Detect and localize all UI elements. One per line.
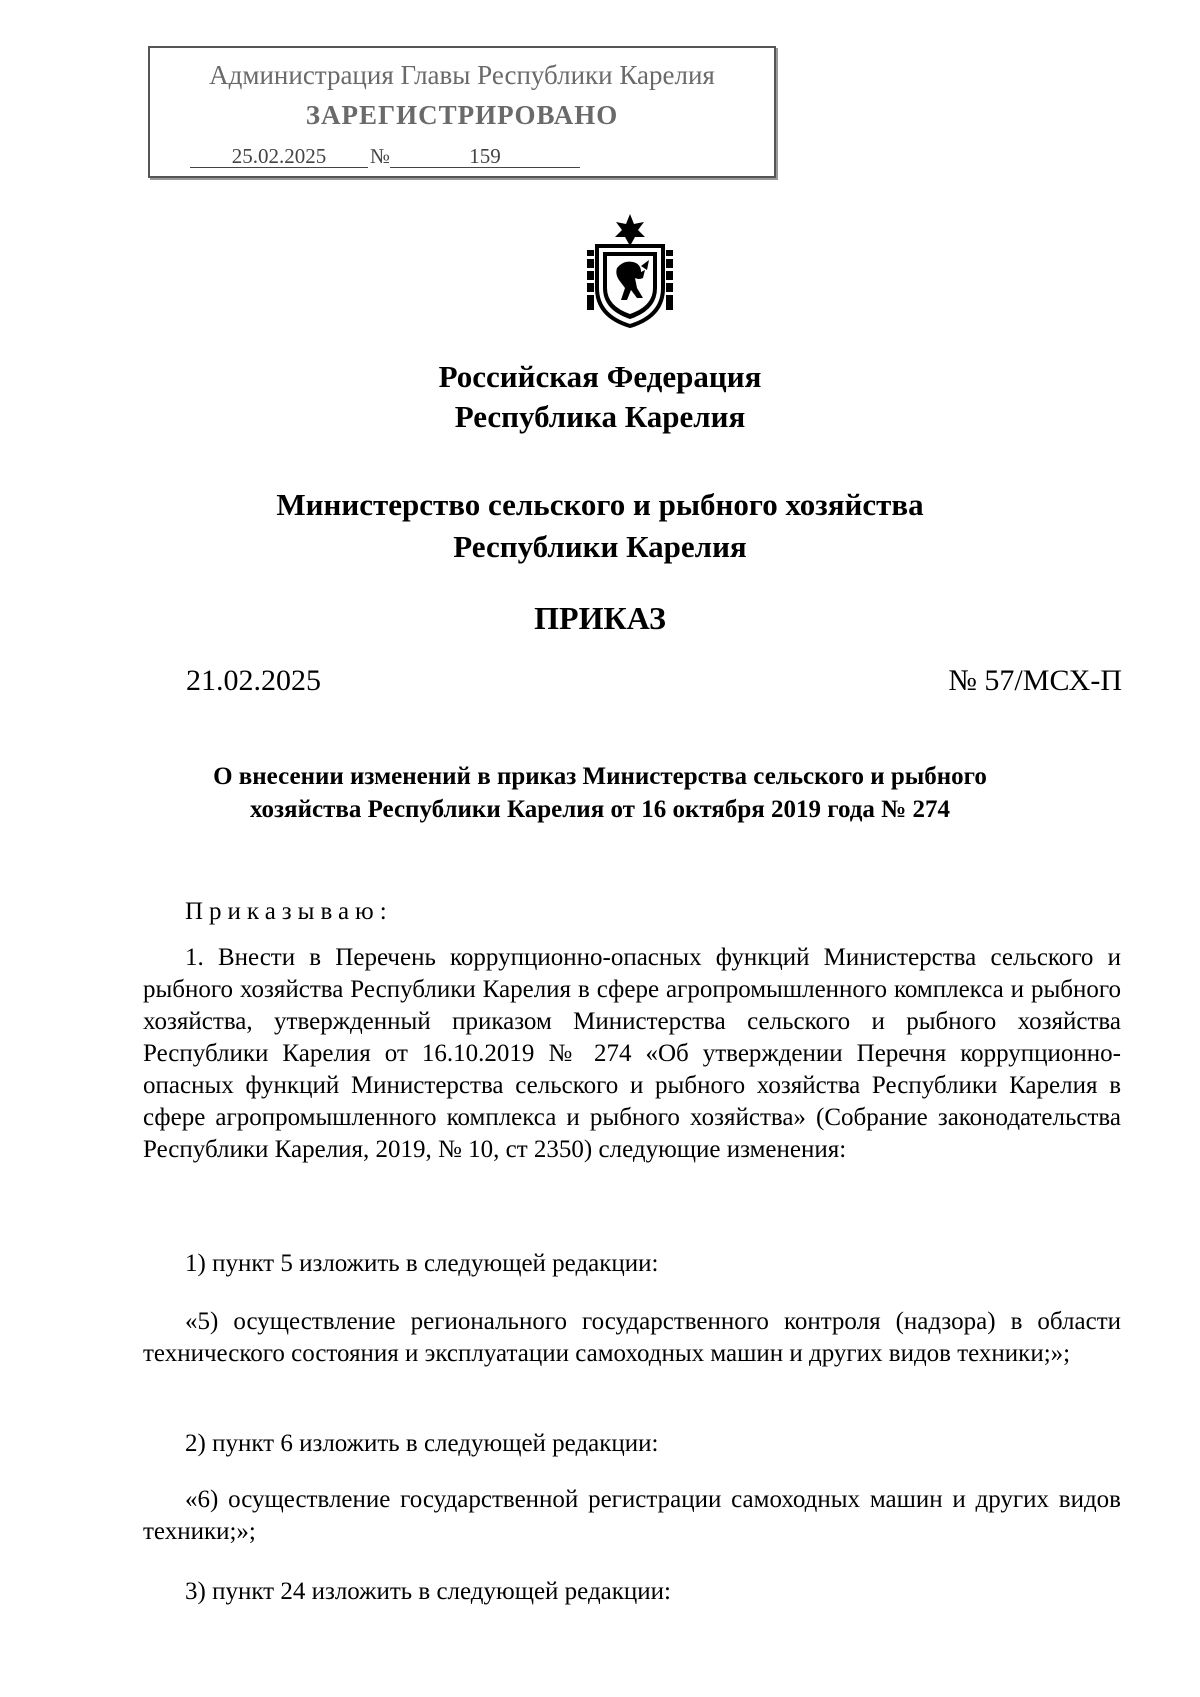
- paragraph-2-text: 1) пункт 5 изложить в следующей редакции:: [185, 1250, 659, 1277]
- order-word-block: [143, 896, 1121, 928]
- paragraph-2: [143, 1248, 1121, 1280]
- coat-of-arms-karelia-icon: [583, 212, 677, 330]
- order-date: 21.02.2025: [186, 664, 321, 697]
- paragraph-1-text: 1. Внести в Перечень коррупционно-опасных функций Министерства сельского и рыбного хозяйства Республики Карелия в сфере агропромышленного комплекса и рыбного хозяйства, утвержденный приказом Министерства сельского и рыбного хозяйства Республики Карелия от 16.10.2019 № 274 «Об утверждении Перечня коррупционно-опасных функций Министерства сельского и рыбного хозяйства Республики Карелия в сфере агропромышленного комплекса и рыбного хозяйства» (Собрание законодательства Республики Карелия, 2019, № 10, ст 2350) следующие изменения:: [143, 944, 1121, 1163]
- paragraph-5-text: «6) осуществление государственной регистрации самоходных машин и других видов техники;»;: [143, 1486, 1121, 1545]
- paragraph-3: [143, 1306, 1121, 1370]
- paragraph-1: [143, 942, 1121, 1166]
- paragraph-4: [143, 1428, 1121, 1460]
- stamp-date: 25.02.2025: [190, 145, 368, 168]
- stamp-number: 159: [390, 145, 580, 168]
- registration-stamp: [148, 46, 776, 178]
- document-type: ПРИКАЗ: [534, 600, 666, 636]
- ministry-title-line2: Республики Карелия: [453, 529, 747, 564]
- paragraph-6: [143, 1576, 1121, 1608]
- subject-line1: О внесении изменений в приказ Министерства сельского и рыбного: [213, 763, 987, 790]
- order-word: Приказываю:: [185, 898, 393, 925]
- republic-title: Республика Карелия: [454, 399, 746, 434]
- stamp-number-sign: №: [370, 144, 391, 168]
- country-title: Российская Федерация: [438, 359, 762, 394]
- stamp-registration-line: [190, 144, 580, 169]
- order-number: № 57/МСХ-П: [948, 664, 1122, 697]
- stamp-status: ЗАРЕГИСТРИРОВАНО: [305, 100, 619, 130]
- paragraph-4-text: 2) пункт 6 изложить в следующей редакции:: [185, 1430, 659, 1457]
- paragraph-3-text: «5) осуществление регионального государственного контроля (надзора) в области технического состояния и эксплуатации самоходных машин и других видов техники;»;: [143, 1308, 1121, 1367]
- subject-line2: хозяйства Республики Карелия от 16 октября 2019 года № 274: [249, 796, 951, 823]
- stamp-authority: Администрация Главы Республики Карелия: [209, 60, 715, 90]
- order-subject: [140, 760, 1060, 826]
- paragraph-6-text: 3) пункт 24 изложить в следующей редакции:: [185, 1578, 671, 1605]
- paragraph-5: [143, 1484, 1121, 1548]
- ministry-title-line1: Министерство сельского и рыбного хозяйства: [276, 487, 924, 522]
